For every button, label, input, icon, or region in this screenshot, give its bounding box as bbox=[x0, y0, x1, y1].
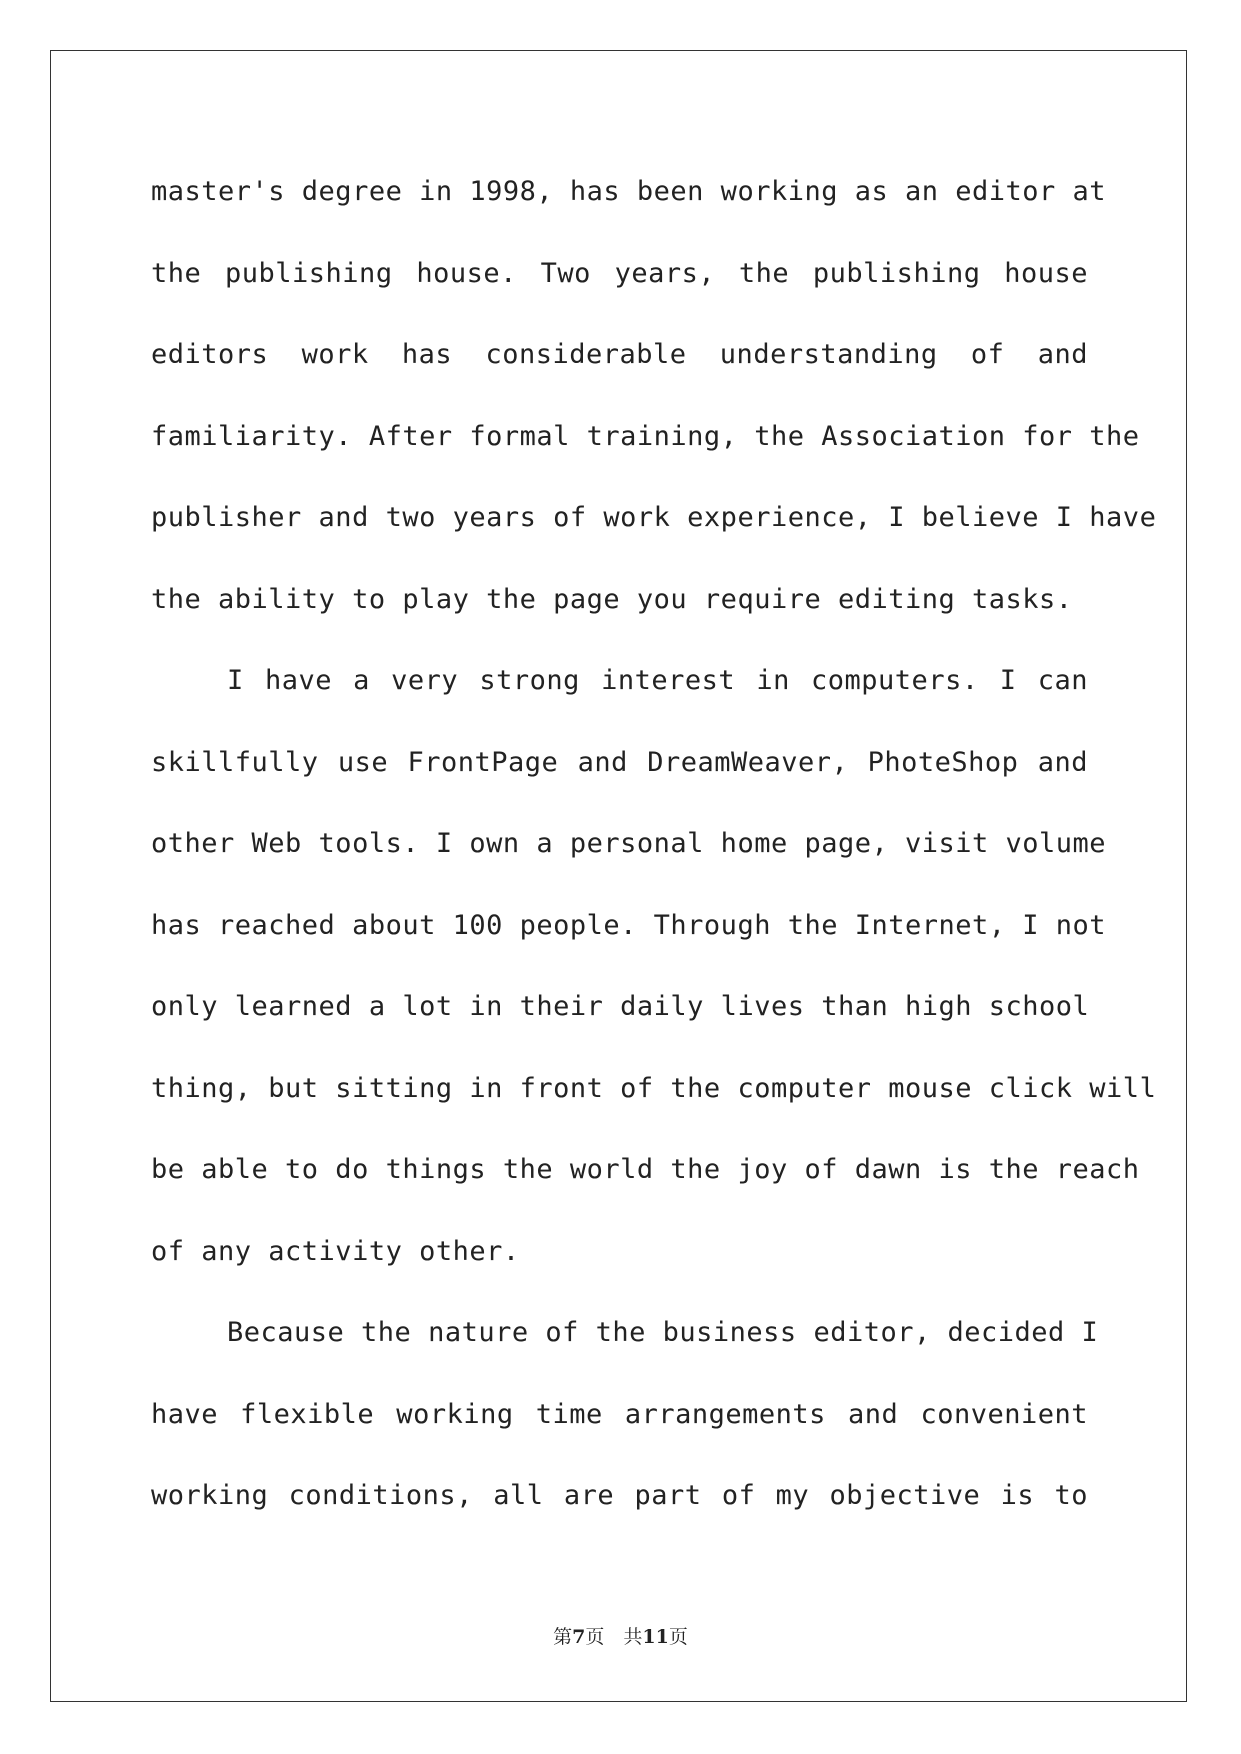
document-body bbox=[151, 151, 1157, 1537]
footer-prefix: 第 bbox=[553, 1626, 573, 1648]
text-line: working conditions, all are part of my objective is to bbox=[151, 1480, 1088, 1511]
footer-suffix: 页 bbox=[668, 1626, 688, 1648]
text-line: Because the nature of the business editor, decided I bbox=[227, 1317, 1099, 1348]
page-number-footer bbox=[0, 1622, 1241, 1649]
text-line: be able to do things the world the joy of dawn is the reach bbox=[151, 1154, 1140, 1185]
current-page-number: 7 bbox=[572, 1626, 586, 1648]
text-line: familiarity. After formal training, the Association for the bbox=[151, 420, 1140, 452]
text-line: thing, but sitting in front of the computer mouse click will bbox=[151, 1072, 1157, 1104]
text-line: the publishing house. Two years, the publishing house bbox=[151, 257, 1088, 289]
text-line: has reached about 100 people. Through the Internet, I not bbox=[151, 909, 1107, 941]
total-pages-number: 11 bbox=[642, 1626, 669, 1648]
text-line: other Web tools. I own a personal home page, visit volume bbox=[151, 828, 1107, 859]
footer-middle: 页 共 bbox=[585, 1626, 643, 1648]
text-line: skillfully use FrontPage and DreamWeaver, PhoteShop and bbox=[151, 746, 1088, 778]
text-line: master's degree in 1998, has been working as an editor at bbox=[151, 176, 1107, 207]
text-line: I have a very strong interest in computers. I can bbox=[227, 665, 1088, 696]
text-line: of any activity other. bbox=[151, 1235, 520, 1267]
text-line: publisher and two years of work experience, I believe I have bbox=[151, 502, 1157, 533]
text-line: have flexible working time arrangements and convenient bbox=[151, 1398, 1088, 1430]
text-line: the ability to play the page you require editing tasks. bbox=[151, 583, 1073, 615]
text-line: editors work has considerable understanding of and bbox=[151, 339, 1088, 370]
text-line: only learned a lot in their daily lives than high school bbox=[151, 991, 1090, 1022]
